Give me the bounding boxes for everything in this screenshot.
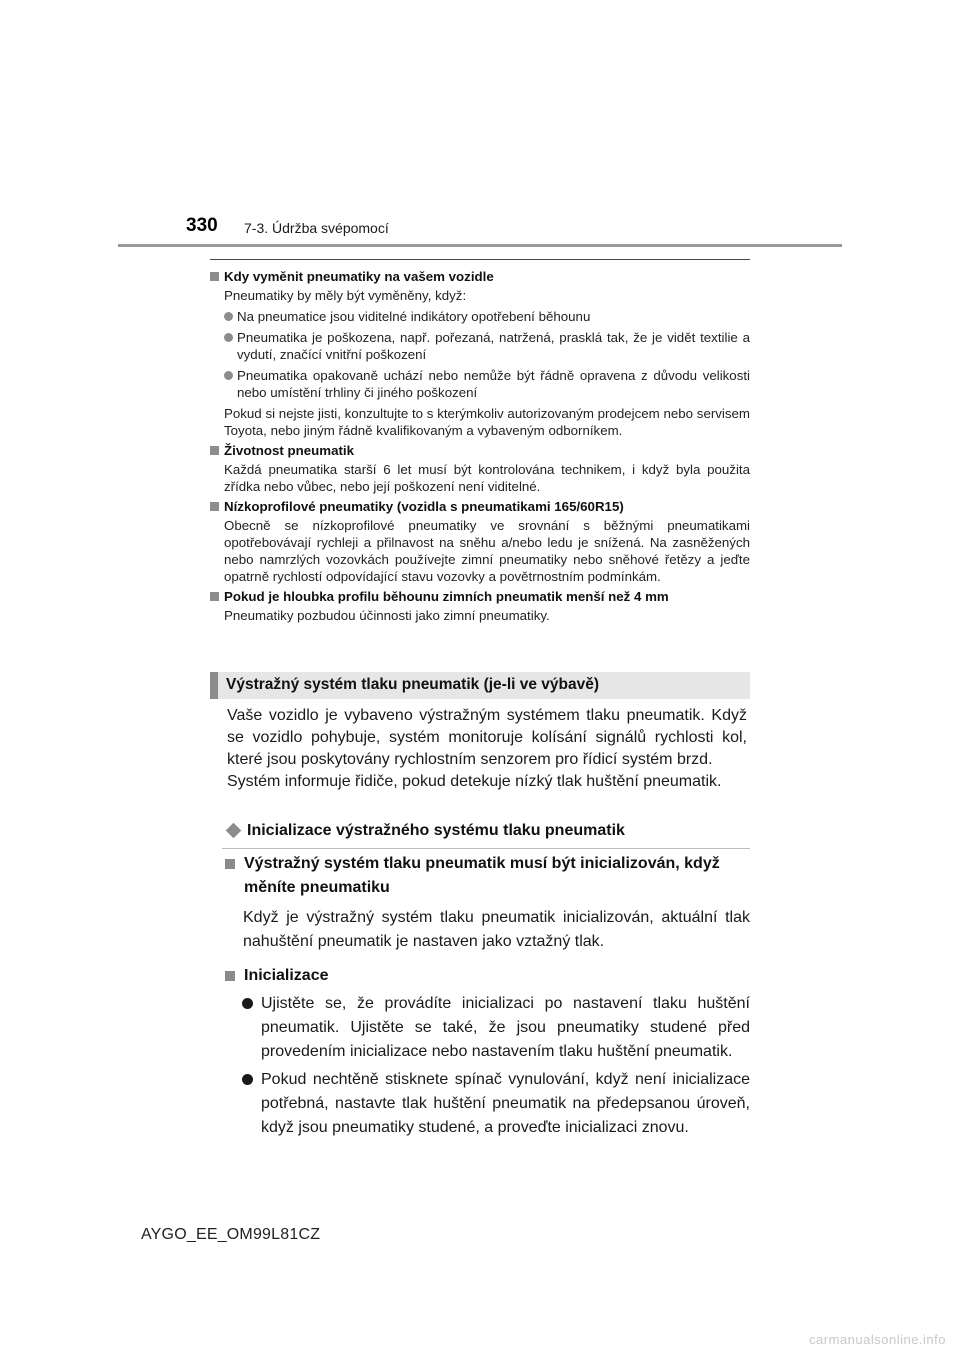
note-text: Pneumatiky by měly být vyměněny, když: [224, 288, 467, 303]
list-item: Pneumatika opakovaně uchází nebo nemůže být řádně opravena z důvodu velikosti nebo umístění trhliny či jiného poškození [210, 367, 750, 401]
note-text: Každá pneumatika starší 6 let musí být kontrolována technikem, i když byla použita zřídka nebo vůbec, nebo její poškození není viditelné. [224, 462, 750, 494]
subsection-heading: Výstražný systém tlaku pneumatik musí být inicializován, když měníte pneumatiku [222, 852, 750, 900]
circle-bullet-icon [224, 333, 233, 342]
note-text: Pneumatiky pozbudou účinnosti jako zimní pneumatiky. [224, 608, 550, 623]
square-bullet-icon [210, 592, 219, 601]
circle-bullet-icon [242, 1074, 253, 1085]
square-bullet-icon [210, 502, 219, 511]
note-heading: Nízkoprofilové pneumatiky (vozidla s pneumatikami 165/60R15) [210, 498, 750, 515]
body-paragraph: Když je výstražný systém tlaku pneumatik inicializován, aktuální tlak nahuštění pneumatik je nastaven jako vztažný tlak. [243, 909, 750, 950]
note-text: Obecně se nízkoprofilové pneumatiky ve srovnání s běžnými pneumatikami opotřebovávají rychleji a přilnavost na sněhu a/nebo ledu je snížená. Na zasněžených nebo namrzlých vozovkách používejte zimní pneumatiky nebo sněhové řetězy a jeďte opatrně rychlostí odpovídající stavu vozovky a povětrnostním podmínkám. [224, 518, 750, 584]
note-heading: Kdy vyměnit pneumatiky na vašem vozidle [210, 268, 750, 285]
note-text: Pokud si nejste jisti, konzultujte to s kterýmkoliv autorizovaným prodejcem nebo servisem Toyota, nebo jiným řádně kvalifikovaným a vybaveným odborníkem. [224, 406, 750, 438]
section-title-banner [210, 672, 750, 699]
circle-bullet-icon [242, 998, 253, 1009]
subsection-title: Inicializace výstražného systému tlaku pneumatik [222, 822, 750, 849]
list-item: Ujistěte se, že provádíte inicializaci po nastavení tlaku huštění pneumatik. Ujistěte se také, že jsou pneumatiky studené před provedením inicializace nebo nastavením tlaku huštění pneumatik. [222, 992, 750, 1064]
list-item: Pokud nechtěně stisknete spínač vynulování, když není inicializace potřebná, nastavte tlak huštění pneumatik na předepsanou úroveň, když jsou pneumatiky studené, a proveďte inicializaci znovu. [222, 1068, 750, 1140]
circle-bullet-icon [224, 371, 233, 380]
notes-top-rule [210, 259, 750, 260]
square-bullet-icon [210, 446, 219, 455]
square-bullet-icon [210, 272, 219, 281]
list-item: Pneumatika je poškozena, např. pořezaná, natržená, prasklá tak, že je vidět textilie a vydutí, značící vnitřní poškození [210, 329, 750, 363]
note-heading: Životnost pneumatik [210, 442, 750, 459]
section-title: Výstražný systém tlaku pneumatik (je-li ve výbavě) [226, 676, 600, 693]
section-body [227, 705, 747, 793]
watermark: carmanualsonline.info [809, 1332, 946, 1347]
section-header: 7-3. Údržba svépomocí [244, 220, 389, 236]
list-item: Na pneumatice jsou viditelné indikátory opotřebení běhounu [210, 308, 750, 325]
document-code: AYGO_EE_OM99L81CZ [141, 1226, 321, 1243]
subsection-heading: Inicializace [222, 964, 750, 988]
circle-bullet-icon [224, 312, 233, 321]
page-number: 330 [186, 215, 218, 236]
square-bullet-icon [225, 971, 235, 981]
subsection-body [222, 852, 750, 1144]
notes-column [210, 259, 750, 626]
square-bullet-icon [225, 859, 235, 869]
body-paragraph: Vaše vozidlo je vybaveno výstražným systémem tlaku pneumatik. Když se vozidlo pohybuje, systém monitoruje kolísání signálů rychlosti kol, které jsou poskytovány rychlostním senzorem pro řídicí systém brzd. [227, 707, 747, 768]
note-heading: Pokud je hloubka profilu běhounu zimních pneumatik menší než 4 mm [210, 588, 750, 605]
header-rule [118, 244, 842, 247]
diamond-icon [226, 823, 242, 839]
body-paragraph: Systém informuje řidiče, pokud detekuje nízký tlak huštění pneumatik. [227, 773, 722, 790]
